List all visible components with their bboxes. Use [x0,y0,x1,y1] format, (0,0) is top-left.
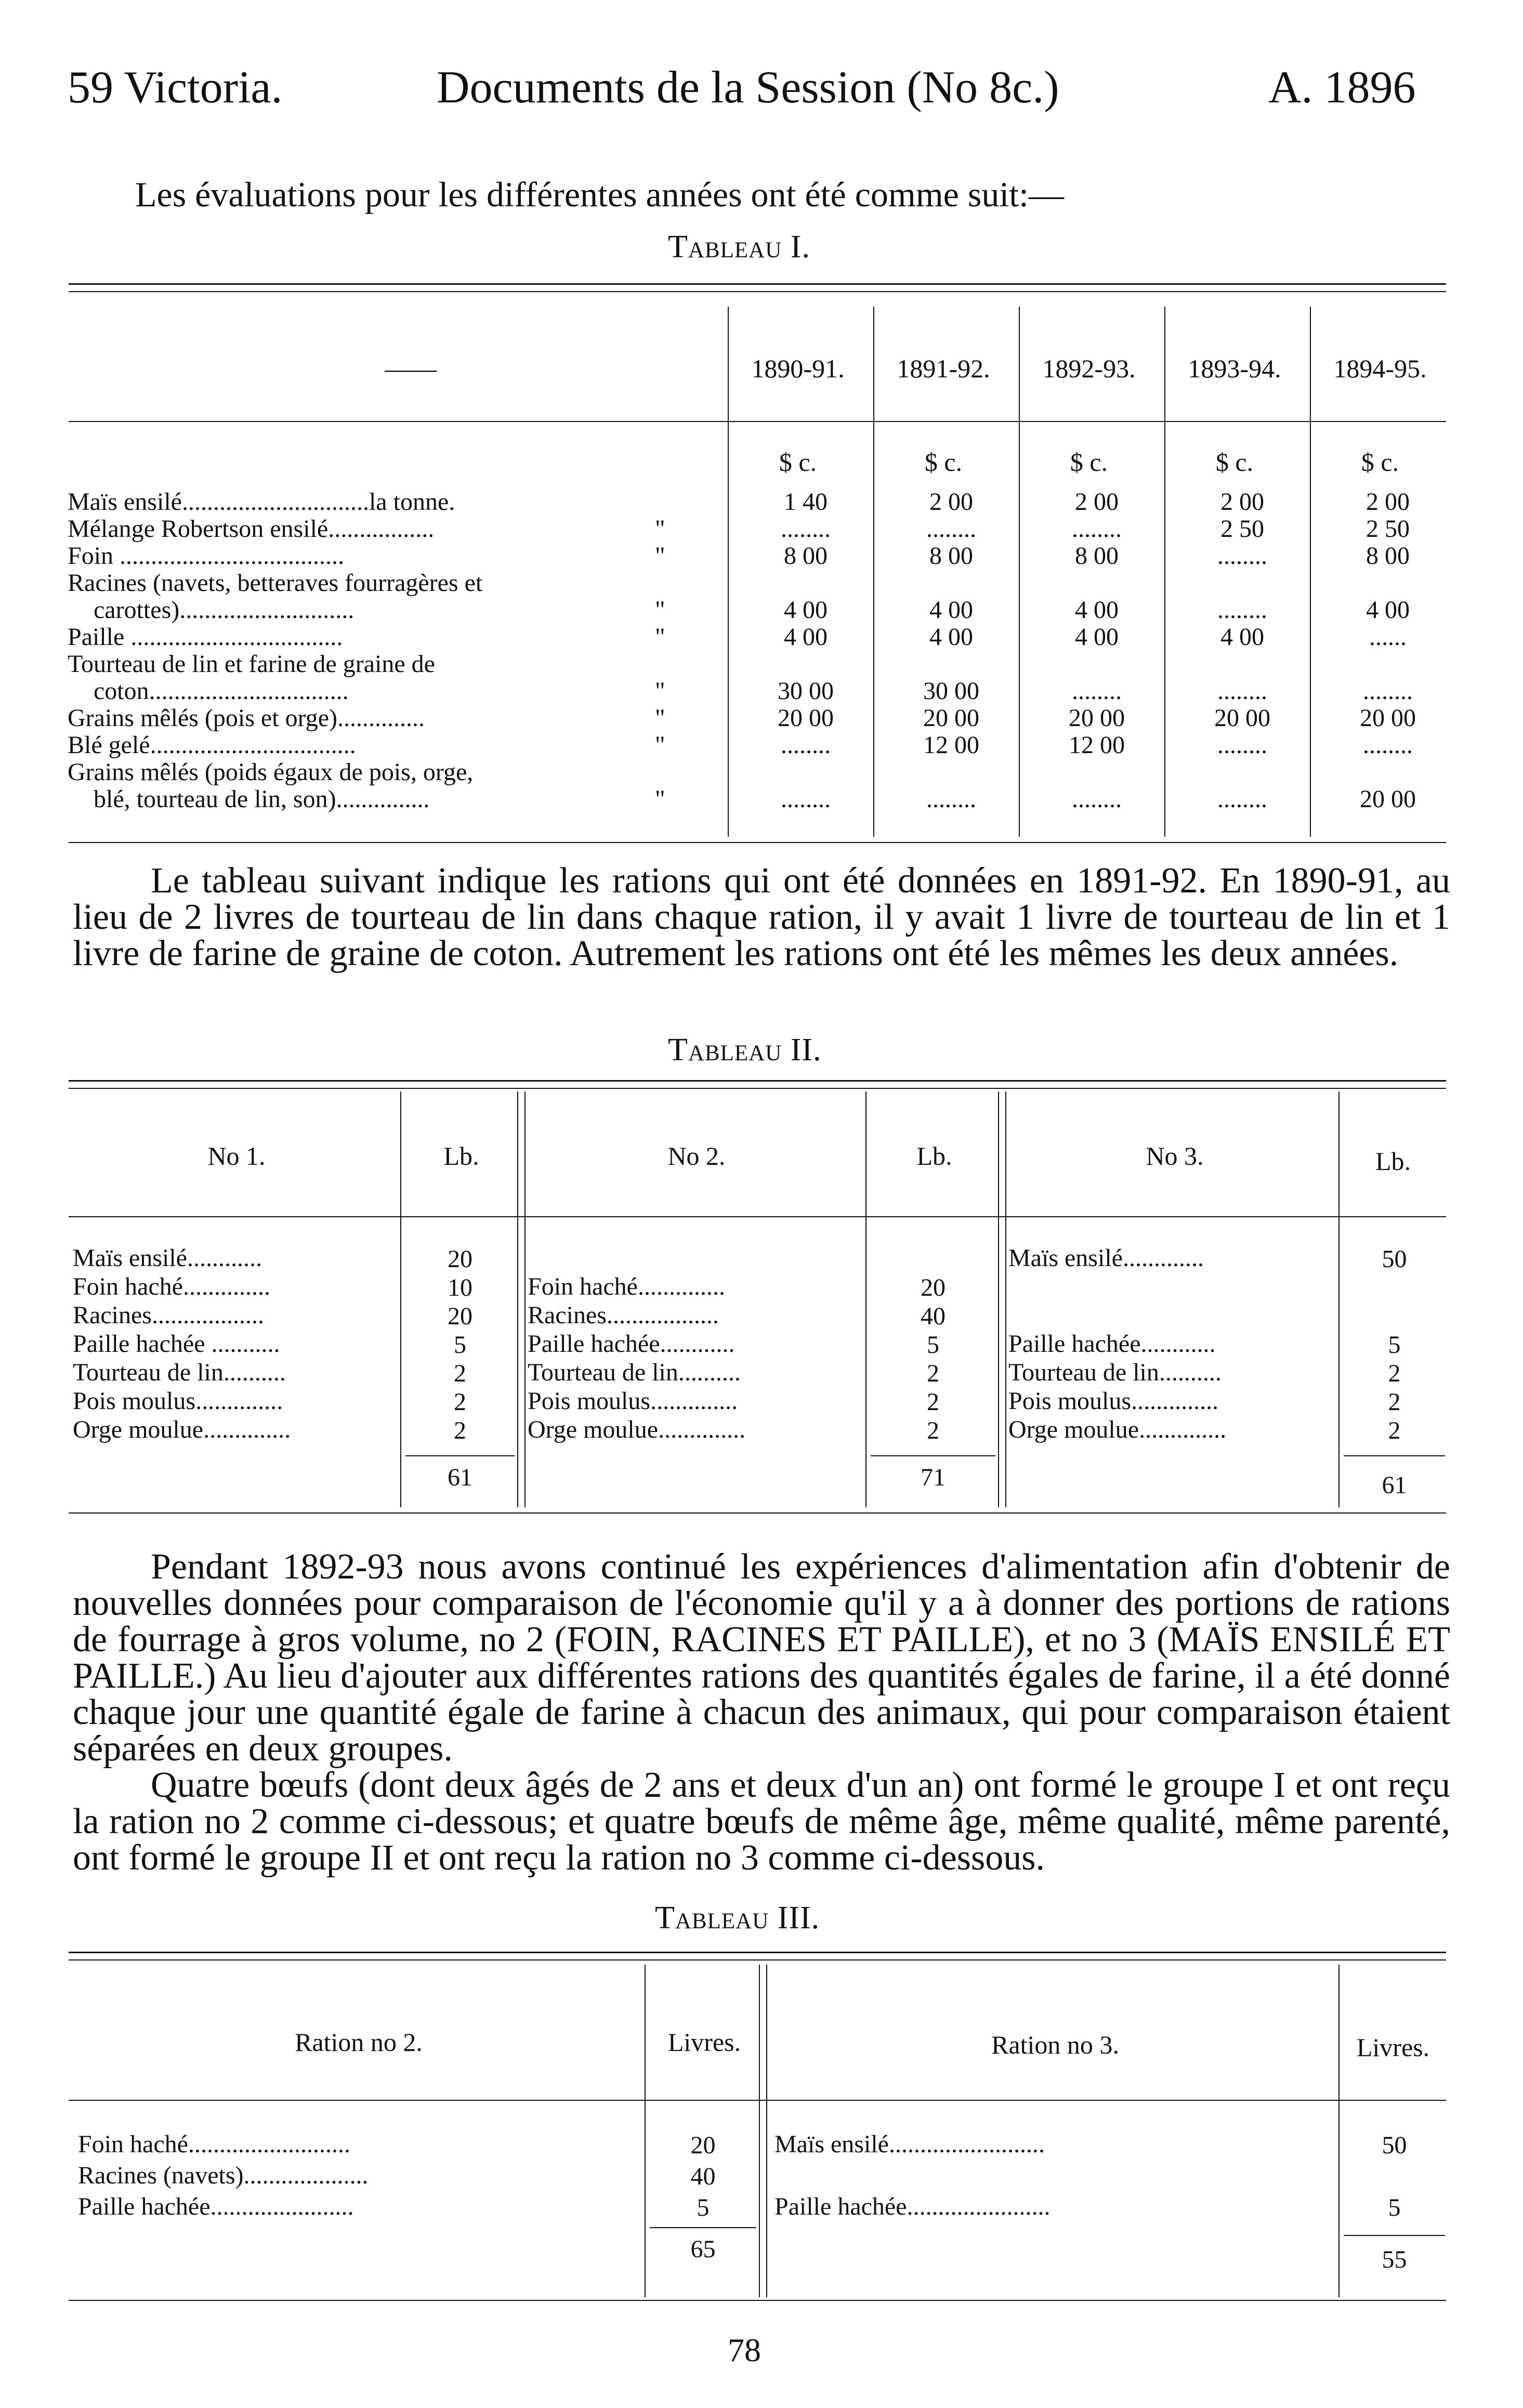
item-value: 5 [454,1331,466,1359]
t1-cell [733,759,878,786]
t2-group2-header: No 2. [667,1141,726,1170]
t2-group1-total: 61 [448,1464,472,1491]
item-name: Paille hachée....................... [774,2193,1051,2220]
item-name: Tourteau de lin.......... [73,1359,286,1386]
t1-cell: 20 00 [1360,785,1416,813]
t1-cell: 20 00 [1360,704,1416,732]
tableau3-caption: Tableau III. [655,1900,820,1936]
t1-cell [1315,651,1461,678]
t1-row-label: Foin .................................... [68,542,345,570]
t1-row [68,651,1461,678]
t2-total-rule [871,1455,995,1456]
t2-group3-unit: Lb. [1375,1147,1411,1176]
item-name: Orge moulue.............. [73,1416,291,1443]
t1-cell: ........ [1072,515,1122,543]
t3-top-rule [69,1952,1446,1953]
t1-cell [878,651,1024,678]
paragraph-3: Quatre bœufs (dont deux âgés de 2 ans et deux d'un an) ont formé le groupe I et ont reçu la ration no 2 comme ci-dessous; et quatre bœufs de même âge, même qualité, même parenté, ont formé le groupe II et ont reçu la ration no 3 comme ci-dessous. [73,1765,1450,1878]
t1-header-rule [69,421,1446,422]
t1-cell: 2 00 [929,488,973,516]
t3-col-double-rule [759,1965,767,2297]
t1-cell: 8 00 [929,542,973,570]
t2-col-double-rule [998,1091,1006,1507]
t2-col-rule [400,1091,401,1507]
item-value: 2 [454,1388,466,1416]
paragraph-1: Le tableau suivant indique les rations qui ont été données en 1891-92. En 1890-91, au lieu de 2 livres de tourteau de lin dans chaque ration, il y avait 1 livre de tourteau de lin et 1 livre de farine de graine de coton. Autrement les rations ont été les mêmes les deux années. [73,861,1450,973]
t1-cell: ........ [1217,677,1267,705]
t1-row-unit: " [655,704,665,732]
t1-cell: 1 40 [784,488,828,516]
t2-bottom-rule [69,1512,1446,1514]
t1-cell: ........ [1217,731,1267,759]
t1-row [68,570,1461,597]
t2-col-double-rule [517,1091,526,1507]
t1-row-label: Maïs ensilé..............................la tonne. [68,488,455,516]
t2-col-rule [1338,1091,1340,1507]
t2-group2-total: 71 [921,1464,946,1491]
running-header-left: 59 Victoria. [68,62,283,113]
item-value: 20 [690,2131,716,2159]
t1-row [68,786,1461,813]
t1-row-label: Grains mêlés (poids égaux de pois, orge, [68,758,474,786]
t1-cell: ........ [1072,785,1122,813]
t1-cell: 4 00 [929,623,973,651]
t1-cell: ........ [1363,677,1413,705]
t1-cell: 4 00 [784,623,828,651]
t3-header-rule [69,2100,1446,2101]
t1-cell: ........ [1217,785,1267,813]
t2-top-rule-2 [69,1088,1446,1089]
tableau1-body [68,489,1461,813]
t1-row [68,705,1461,732]
t3-ration2-total: 65 [690,2235,716,2263]
t3-ration2-unit: Livres. [667,2028,741,2057]
t1-year-header: 1892-93. [1042,354,1136,383]
t1-row-unit: " [655,515,665,543]
t1-stub-header: —— [385,354,437,383]
t1-currency: $ c. [1361,448,1399,477]
item-name: Racines (navets).................... [78,2162,369,2189]
t1-cell: 4 00 [929,596,973,624]
t1-row [68,489,1461,516]
t1-cell: 12 00 [923,731,979,759]
item-name: Orge moulue.............. [1008,1416,1227,1443]
t1-row [68,516,1461,543]
t1-cell: 4 00 [1366,596,1410,624]
item-value: 2 [1388,1388,1401,1416]
t1-cell: ........ [926,785,976,813]
t1-currency: $ c. [1070,448,1108,477]
t1-cell: 4 00 [1075,596,1119,624]
t1-cell: ........ [781,785,831,813]
t1-cell: ........ [1217,542,1267,570]
t1-row [68,543,1461,570]
t3-bottom-rule [69,2300,1446,2301]
t3-top-rule-2 [69,1959,1446,1960]
item-name: Foin haché.............. [528,1273,725,1300]
t1-row [68,759,1461,786]
item-name: Racines.................. [73,1302,264,1329]
item-name: Paille hachée............ [1008,1331,1216,1358]
t1-bottom-rule [69,842,1446,843]
t1-row-unit: " [655,731,665,759]
t3-col-rule [1338,1965,1340,2297]
t1-row-unit: " [655,596,665,624]
item-value: 2 [927,1388,939,1416]
t3-total-rule [1344,2235,1445,2236]
t1-cell [1170,759,1315,786]
t1-cell: ...... [1369,623,1407,651]
item-name: Orge moulue.............. [528,1416,746,1443]
tableau2-caption: Tableau II. [668,1032,822,1068]
t1-cell: 30 00 [778,677,834,705]
t1-cell: 2 00 [1220,488,1264,516]
item-value: 2 [1388,1417,1401,1444]
item-value: 40 [690,2163,716,2190]
t1-currency: $ c. [779,448,817,477]
item-name: Paille hachée............ [528,1331,735,1358]
item-name: Foin haché.......................... [78,2131,350,2158]
item-name: Tourteau de lin.......... [528,1359,741,1386]
t1-row-label: Tourteau de lin et farine de graine de [68,650,435,678]
item-value: 2 [454,1417,466,1444]
t1-cell [1315,759,1461,786]
t1-cell [1170,570,1315,597]
t1-cell: ........ [1217,596,1267,624]
t3-ration2-header: Ration no 2. [295,2028,423,2057]
tableau1-caption: Tableau I. [668,229,810,265]
t3-total-rule [650,2227,756,2228]
t1-row-unit [650,759,733,786]
item-value: 2 [454,1360,466,1387]
item-name: Tourteau de lin.......... [1008,1359,1222,1386]
item-name: Pois moulus.............. [73,1388,283,1415]
t1-cell: 2 00 [1366,488,1410,516]
t3-col-rule [645,1965,646,2297]
t1-cell: 20 00 [923,704,979,732]
t1-row [68,597,1461,624]
t2-group2-unit: Lb. [916,1141,952,1170]
paragraph-2: Pendant 1892-93 nous avons continué les expériences d'alimentation afin d'obtenir de nouvelles données pour comparaison de l'économie qu'il y a à donner des portions de rations de fourrage à gros volume, no 2 (FOIN, RACINES ET PAILLE), et no 3 (MAÏS ENSILÉ ET PAILLE.) Au lieu d'ajouter aux différentes rations des quantités égales de farine, il a été donné chaque jour une quantité égale de farine à chacun des animaux, qui pour comparaison étaient séparées en deux groupes. [73,1547,1450,1769]
t1-row-label: blé, tourteau de lin, son)............... [94,785,430,813]
t3-ration3-header: Ration no 3. [991,2030,1119,2059]
t1-cell: 8 00 [1366,542,1410,570]
t1-cell [1170,651,1315,678]
item-value: 5 [1388,2194,1401,2221]
t1-col-rule [873,307,874,837]
item-value: 20 [448,1245,472,1273]
t1-cell: 4 00 [1220,623,1264,651]
t3-ration3-unit: Livres. [1356,2033,1430,2062]
t1-cell: ........ [781,731,831,759]
t1-row-unit: " [655,623,665,651]
t1-cell [1024,570,1170,597]
t1-cell: ........ [926,515,976,543]
t1-cell [1024,651,1170,678]
t1-top-rule [69,283,1446,285]
t1-row-label: Paille .................................. [68,623,343,651]
item-value: 20 [448,1302,472,1330]
item-value: 2 [927,1360,939,1387]
t3-ration3-total: 55 [1382,2246,1407,2273]
t2-group3-header: No 3. [1146,1141,1204,1170]
item-name: Pois moulus.............. [1008,1388,1219,1415]
t2-total-rule [1344,1455,1445,1456]
t1-cell: 20 00 [1069,704,1125,732]
t1-col-rule [728,307,729,837]
t1-cell: 4 00 [1075,623,1119,651]
t1-year-header: 1893-94. [1188,354,1281,383]
t2-group1-unit: Lb. [443,1141,479,1170]
t1-cell [1024,759,1170,786]
t2-group1-header: No 1. [207,1141,266,1170]
item-value: 5 [697,2194,710,2221]
t1-row-unit [650,651,733,678]
t1-row-unit [650,570,733,597]
item-value: 40 [921,1302,946,1330]
t2-group3-total: 61 [1382,1471,1407,1499]
t2-header-rule [69,1216,1446,1217]
t1-cell: 8 00 [1075,542,1119,570]
running-header-center: Documents de la Session (No 8c.) [437,62,1059,113]
page-number: 78 [728,2332,761,2368]
t1-currency: $ c. [924,448,963,477]
t1-top-rule-2 [69,291,1446,292]
item-value: 5 [927,1331,939,1359]
t1-cell: 2 50 [1220,515,1264,543]
t1-row-label: carottes)............................ [94,596,355,624]
item-name: Maïs ensilé............ [73,1245,262,1272]
running-header-right: A. 1896 [1268,62,1416,113]
item-name: Paille hachée....................... [78,2193,354,2220]
t2-top-rule [69,1080,1446,1082]
t1-row [68,624,1461,651]
t1-cell: 4 00 [784,596,828,624]
item-value: 50 [1382,1245,1407,1273]
t1-cell: ........ [781,515,831,543]
item-name: Racines.................. [528,1302,719,1329]
item-value: 2 [1388,1360,1401,1387]
t1-currency: $ c. [1215,448,1254,477]
t1-col-rule [1019,307,1020,837]
t2-total-rule [405,1455,515,1456]
item-value: 10 [448,1274,472,1301]
intro-text: Les évaluations pour les différentes années ont été comme suit:— [135,175,1064,214]
item-name: Pois moulus.............. [528,1388,738,1415]
t1-cell [733,651,878,678]
t1-year-header: 1894-95. [1333,354,1427,383]
t1-year-header: 1891-92. [897,354,990,383]
t1-cell: 30 00 [923,677,979,705]
t1-row-unit: " [655,785,665,813]
t1-row [68,732,1461,759]
t1-row-unit: " [655,542,665,570]
t1-cell [878,759,1024,786]
t1-row-label: Blé gelé................................. [68,731,356,759]
t1-cell: 20 00 [1214,704,1270,732]
t1-cell: ........ [1072,677,1122,705]
t1-row-label: coton................................ [94,677,349,705]
t1-cell: 2 00 [1075,488,1119,516]
item-name: Paille hachée ........... [73,1331,280,1358]
item-value: 5 [1388,1331,1401,1359]
t1-row-label: Racines (navets, betteraves fourragères et [68,569,483,597]
t2-col-rule [865,1091,866,1507]
t1-col-rule [1310,307,1311,837]
t1-cell: 2 50 [1366,515,1410,543]
t1-year-header: 1890-91. [751,354,845,383]
item-value: 50 [1382,2131,1407,2159]
t1-col-rule [1164,307,1165,837]
item-name: Maïs ensilé............. [1008,1245,1204,1272]
t1-cell: ........ [1363,731,1413,759]
t1-cell [733,570,878,597]
t1-row-unit: " [655,677,665,705]
t1-cell: 12 00 [1069,731,1125,759]
t1-row [68,678,1461,705]
t1-cell [1315,570,1461,597]
t1-cell: 8 00 [784,542,828,570]
item-value: 2 [927,1417,939,1444]
t1-cell [878,570,1024,597]
t1-row-unit [650,489,733,516]
t1-row-label: Mélange Robertson ensilé................. [68,515,435,543]
item-value: 20 [921,1274,946,1301]
t1-cell: 20 00 [778,704,834,732]
t1-row-label: Grains mêlés (pois et orge).............. [68,704,425,732]
item-name: Maïs ensilé......................... [774,2131,1045,2158]
item-name: Foin haché.............. [73,1273,270,1300]
